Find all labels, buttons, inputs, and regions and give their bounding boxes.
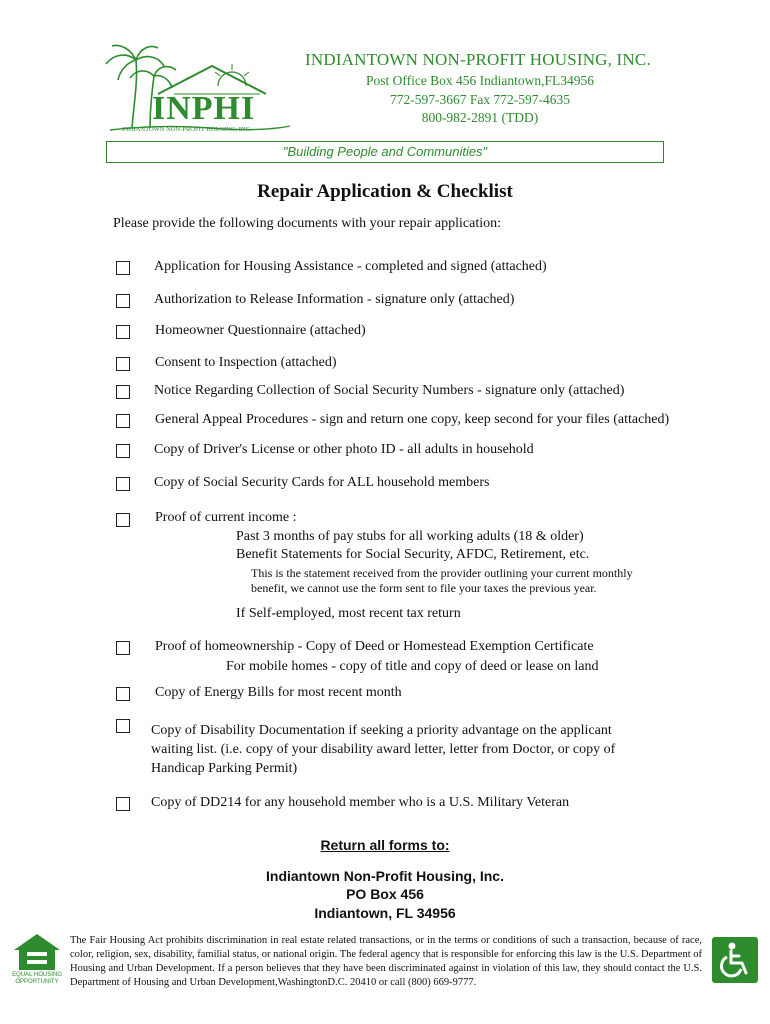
item-appeal: General Appeal Procedures - sign and return one copy, keep second for your files (attached) (155, 412, 670, 427)
checkbox-homeownership[interactable] (116, 641, 130, 655)
checkbox-photo-id[interactable] (116, 444, 130, 458)
income-self-employed: If Self-employed, most recent tax return (236, 606, 461, 621)
tagline-box (106, 141, 664, 163)
org-address: Post Office Box 456 Indiantown,FL34956 (365, 73, 595, 88)
return-heading: Return all forms to: (320, 837, 450, 853)
org-logo (100, 42, 295, 138)
item-photo-id: Copy of Driver's License or other photo ID - all adults in household (154, 442, 534, 457)
wheelchair-icon (712, 937, 758, 983)
checkbox-application[interactable] (116, 261, 130, 275)
item-consent: Consent to Inspection (attached) (155, 355, 337, 370)
return-box: PO Box 456 (346, 886, 424, 902)
disability-line3: Handicap Parking Permit) (151, 761, 298, 776)
checkbox-ssn-notice[interactable] (116, 385, 130, 399)
accessibility-badge (712, 937, 758, 983)
return-name: Indiantown Non-Profit Housing, Inc. (266, 868, 504, 884)
income-pay-stubs: Past 3 months of pay stubs for all working adults (18 & older) (236, 529, 584, 544)
equal-housing-line1: EQUAL HOUSING (12, 972, 62, 978)
org-phone: 772-597-3667 Fax 772-597-4635 (390, 92, 570, 107)
checkbox-appeal[interactable] (116, 414, 130, 428)
disability-line2: waiting list. (i.e. copy of your disability award letter, letter from Doctor, or copy of (151, 742, 616, 757)
checkbox-authorization[interactable] (116, 294, 130, 308)
income-note-line1: This is the statement received from the provider outlining your current monthly (251, 566, 633, 580)
equal-housing-line2: OPPORTUNITY (15, 979, 59, 985)
item-ss-cards: Copy of Social Security Cards for ALL household members (154, 475, 490, 490)
item-ssn-notice: Notice Regarding Collection of Social Security Numbers - signature only (attached) (154, 383, 625, 398)
item-homeownership: Proof of homeownership - Copy of Deed or Homestead Exemption Certificate (155, 639, 594, 654)
item-energy: Copy of Energy Bills for most recent month (155, 685, 402, 700)
item-dd214: Copy of DD214 for any household member who is a U.S. Military Veteran (151, 795, 570, 810)
item-disability: Copy of Disability Documentation if seeking a priority advantage on the applicant (151, 723, 612, 738)
logo-caption: INDIANTOWN NON-PROFIT HOUSING, INC. (122, 126, 252, 133)
checkbox-disability[interactable] (116, 719, 130, 733)
checkbox-income[interactable] (116, 513, 130, 527)
fair-housing-disclaimer: The Fair Housing Act prohibits discrimination in real estate related transactions, or in the terms or conditions of such a transaction, because of race, color, religion, sex, disability, familial status, or national origin. The federal agency that is responsible for enforcing this law is the U.S. Department of Housing and Urban Development. If a person believes that they have been discriminated against in violation of this law, they should contact the U.S. Department of Housing and Urban Development,WashingtonD.C. 20410 or call (800) 669-9777. (70, 935, 702, 988)
return-city: Indiantown, FL 34956 (314, 905, 456, 921)
checkbox-consent[interactable] (116, 357, 130, 371)
income-benefits: Benefit Statements for Social Security, AFDC, Retirement, etc. (236, 547, 590, 562)
item-application: Application for Housing Assistance - completed and signed (attached) (154, 259, 547, 274)
income-note-line2: benefit, we cannot use the form sent to file your taxes the previous year. (251, 581, 597, 595)
checkbox-questionnaire[interactable] (116, 325, 130, 339)
house-equal-icon (10, 932, 64, 972)
logo-wordmark: INPHI (152, 90, 256, 127)
item-authorization: Authorization to Release Information - signature only (attached) (154, 292, 515, 307)
equal-housing-logo (10, 932, 64, 986)
org-tdd: 800-982-2891 (TDD) (421, 110, 539, 125)
item-income: Proof of current income : (155, 510, 297, 525)
checkbox-energy[interactable] (116, 687, 130, 701)
checkbox-dd214[interactable] (116, 797, 130, 811)
homeownership-mobile: For mobile homes - copy of title and copy of deed or lease on land (226, 659, 599, 674)
item-questionnaire: Homeowner Questionnaire (attached) (155, 323, 366, 338)
intro-text: Please provide the following documents with your repair application: (113, 216, 502, 231)
org-name: INDIANTOWN NON-PROFIT HOUSING, INC. (305, 50, 651, 69)
checkbox-ss-cards[interactable] (116, 477, 130, 491)
tagline: "Building People and Communities" (282, 144, 488, 159)
page-title: Repair Application & Checklist (257, 181, 513, 202)
